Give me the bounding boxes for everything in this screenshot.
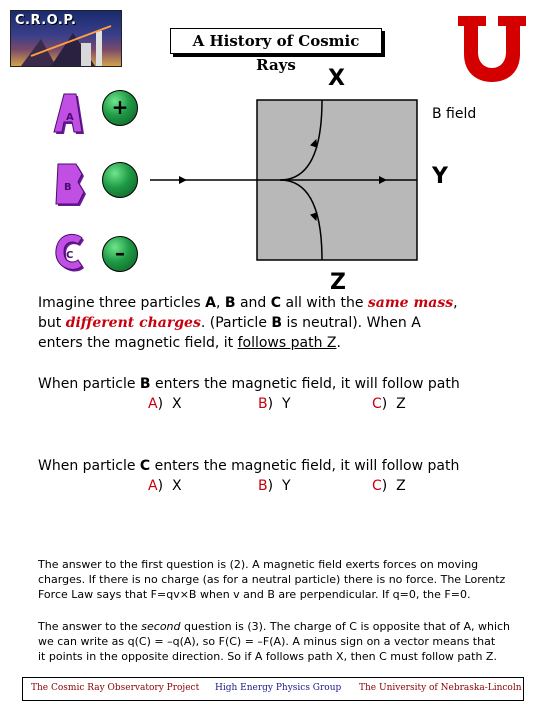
- label-z: Z: [330, 270, 346, 295]
- particle-b-text: B: [64, 182, 72, 193]
- label-y: Y: [432, 164, 448, 189]
- q1-option-b[interactable]: B) Y: [258, 396, 291, 412]
- q2-option-a[interactable]: A) X: [148, 478, 182, 494]
- particle-c-ball: –: [102, 236, 138, 272]
- answer-1: The answer to the first question is (2). A magnetic field exerts forces on moving charges. If there is no charge (as for a neutral particle) there is no force. The Lorentz Force Law says that F=qv×B when v and B are perpendicular. If q=0, the F=0.: [38, 558, 506, 601]
- footer-group: High Energy Physics Group: [215, 683, 342, 693]
- magnetic-field-diagram: [150, 90, 430, 270]
- answer-2: The answer to the second question is (3). The charge of C is opposite that of A, which we can write as q(C) = –q(A), so F(C) = –F(A). A minus sign on a vector means that it points in the opposite direction. So if A follows path X, then C must follow path Z.: [38, 620, 511, 663]
- page-title: A History of Cosmic Rays: [170, 28, 382, 54]
- q1-option-c[interactable]: C) Z: [372, 396, 406, 412]
- particle-a-letter: [50, 92, 90, 137]
- question-1-text: When particle B enters the magnetic field, it will follow path: [38, 376, 460, 392]
- q1-option-a[interactable]: A) X: [148, 396, 182, 412]
- unl-logo-icon: [450, 8, 530, 88]
- particle-c-text: C: [66, 250, 74, 261]
- footer-project: The Cosmic Ray Observatory Project: [31, 683, 200, 693]
- crop-logo-text: C.R.O.P.: [15, 13, 77, 28]
- path-z-underline: follows path Z: [237, 335, 337, 351]
- question-2-text: When particle C enters the magnetic field, it will follow path: [38, 458, 460, 474]
- particle-b-letter: [50, 162, 90, 207]
- q2-option-b[interactable]: B) Y: [258, 478, 291, 494]
- intro-line-1: Imagine three particles A, B and C all with the same mass,: [38, 295, 458, 311]
- q2-option-c[interactable]: C) Z: [372, 478, 406, 494]
- particle-a-text: A: [66, 112, 74, 123]
- footer-bar: [22, 677, 524, 701]
- crop-logo: [10, 10, 122, 67]
- label-b-field: B field: [432, 106, 477, 122]
- footer-university: The University of Nebraska-Lincoln: [359, 683, 522, 693]
- intro-line-2: but different charges. (Particle B is neutral). When A: [38, 315, 421, 331]
- same-mass-emphasis: same mass: [367, 295, 454, 311]
- particle-a-ball: +: [102, 90, 138, 126]
- different-charges-emphasis: different charges: [65, 315, 201, 331]
- particle-c-letter: [50, 232, 90, 277]
- label-x: X: [328, 66, 345, 91]
- intro-line-3: enters the magnetic field, it follows path Z.: [38, 335, 341, 351]
- particle-b-ball: [102, 162, 138, 198]
